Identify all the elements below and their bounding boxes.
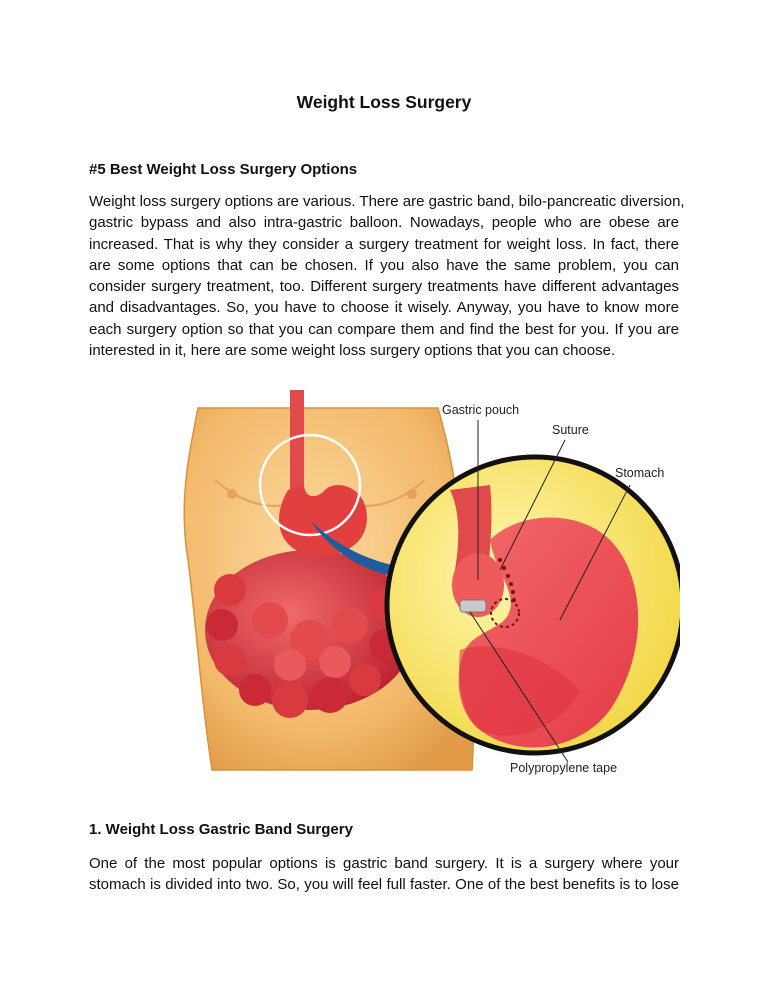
paragraph-line: are some options that can be chosen. If you also have the same problem, you can bbox=[89, 256, 679, 274]
label-gastric-pouch: Gastric pouch bbox=[442, 403, 520, 417]
paragraph-line: One of the most popular options is gastric band surgery. It is a surgery where your bbox=[89, 855, 679, 872]
paragraph-line: each surgery option so that you can compare them and find the best for you. If you are bbox=[89, 320, 679, 338]
section-heading-best-options: #5 Best Weight Loss Surgery Options bbox=[89, 161, 358, 178]
paragraph-line: Weight loss surgery options are various. There are gastric band, bilo-pancreatic diversion, bbox=[89, 193, 685, 210]
label-stomach: Stomach bbox=[615, 466, 665, 480]
paragraph-line: consider surgery treatment, too. Different surgery treatments have different advantages bbox=[89, 278, 679, 296]
label-polypropylene-tape: Polypropylene tape bbox=[510, 761, 618, 775]
stomach-shape bbox=[279, 485, 367, 556]
paragraph-line: interested in it, here are some weight loss surgery options that you can choose. bbox=[89, 342, 616, 360]
gastric-band-paragraph bbox=[89, 853, 679, 896]
paragraph-line: and disadvantages. So, you have to choose it wisely. Anyway, you have to know more bbox=[89, 299, 679, 317]
intro-paragraph bbox=[89, 191, 685, 361]
document-title: Weight Loss Surgery bbox=[296, 92, 472, 112]
esophagus-shape bbox=[290, 390, 304, 500]
paragraph-line: stomach is divided into two. So, you will feel full faster. One of the best benefits is to lose bbox=[89, 876, 679, 894]
label-suture: Suture bbox=[552, 423, 589, 437]
paragraph-line: increased. That is why they consider a surgery treatment for weight loss. In fact, there bbox=[89, 235, 679, 253]
paragraph-line: gastric bypass and also intra-gastric balloon. Nowadays, people who are obese are bbox=[89, 214, 679, 232]
illustration-svg bbox=[160, 390, 680, 790]
section-heading-gastric-band: 1. Weight Loss Gastric Band Surgery bbox=[89, 821, 353, 838]
gastric-band-illustration bbox=[160, 390, 680, 790]
